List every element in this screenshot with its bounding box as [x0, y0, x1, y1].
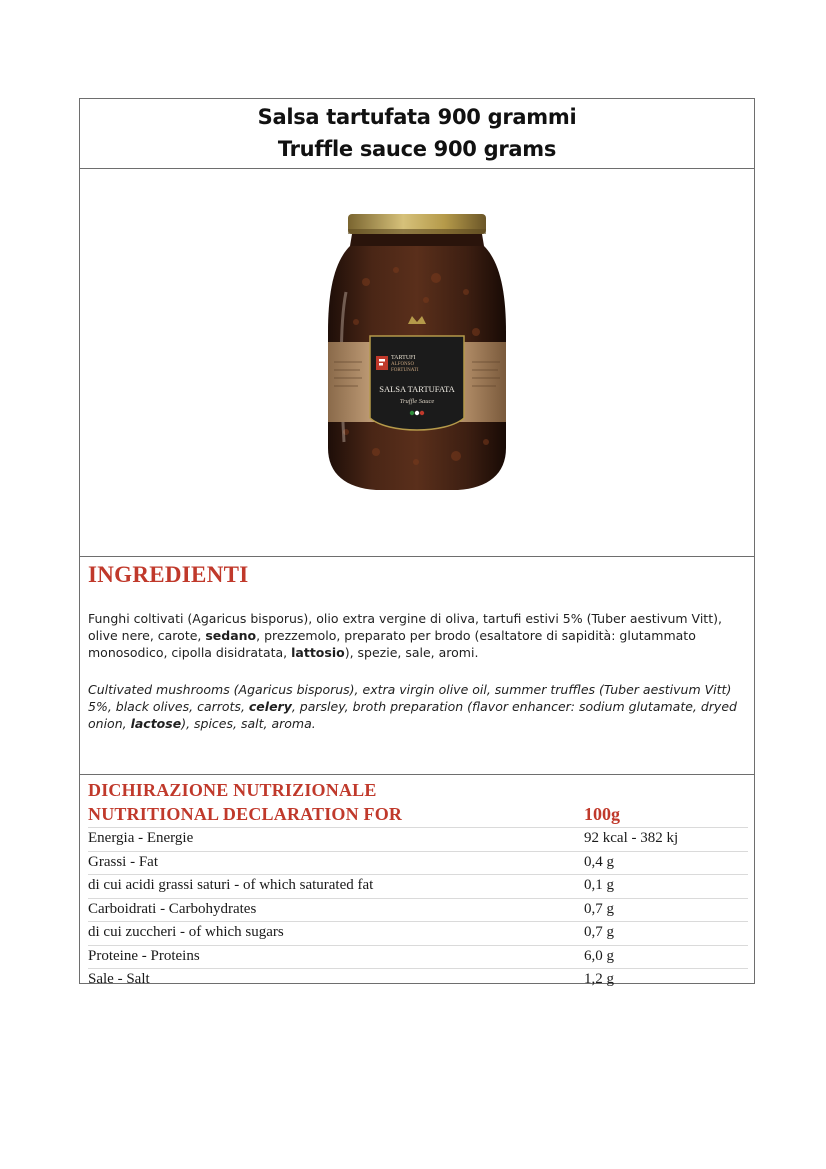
allergen-lattosio: lattosio [291, 645, 345, 660]
title-italian: Salsa tartufata 900 grammi [257, 105, 577, 129]
nutrient-label: Grassi - Fat [88, 853, 158, 870]
product-image-section [80, 168, 754, 557]
nutrient-value: 92 kcal - 382 kj [584, 830, 679, 846]
ingredients-en-text: Cultivated mushrooms (Agaricus bisporus), extra virgin olive oil, summer truffles (Tuber aestivum Vitt) 5%, black olives, carrots, [88, 682, 732, 714]
nutrient-value: 6,0 g [584, 947, 614, 964]
allergen-sedano: sedano [205, 628, 257, 643]
table-row [88, 945, 748, 969]
ingredients-english [88, 681, 738, 732]
nutrient-label: Carboidrati - Carbohydrates [88, 900, 257, 917]
ingredients-en-text: ), spices, salt, aroma. [181, 716, 316, 731]
table-row [88, 921, 748, 945]
ingredients-it-text: Funghi coltivati (Agaricus bisporus), olio extra vergine di oliva, tartufi estivi 5% (Tuber aestivum Vitt), olive nere, carote, [88, 611, 722, 643]
table-row [88, 827, 748, 851]
nutrient-label: Energia - Energie [88, 830, 194, 846]
ingredients-heading: INGREDIENTI [88, 562, 249, 587]
product-sheet [79, 98, 755, 987]
ingredients-it-text: , prezzemolo, preparato per brodo (esaltatore di sapidità: glutammato monosodico, cipolla disidratata, [88, 628, 696, 660]
allergen-lactose: lactose [130, 716, 182, 731]
ingredients-section [80, 556, 754, 775]
allergen-celery: celery [248, 699, 292, 714]
ingredients-en-text: , parsley, broth preparation (flavor enhancer: sodium glutamate, dryed onion, [88, 699, 737, 731]
nutrient-value: 0,7 g [584, 900, 614, 917]
nutrient-value: 0,4 g [584, 853, 614, 870]
title-section [80, 99, 754, 169]
italian-flag-icon [410, 411, 424, 415]
nutrition-section [80, 774, 754, 985]
jar-product-english: Truffle Sauce [399, 398, 435, 405]
ingredients-it-text: ), spezie, sale, aromi. [344, 645, 479, 660]
nutrition-per-amount: 100g [584, 804, 620, 824]
nutrient-label: Proteine - Proteins [88, 947, 200, 964]
brand-name-line2: ALFONSO [391, 362, 415, 367]
brand-name-line1: TARTUFI [391, 355, 416, 361]
brand-name-line3: FORTUNATI [391, 368, 419, 373]
jar-product-italian: SALSA TARTUFATA [379, 384, 455, 394]
ingredients-italian [88, 610, 738, 661]
brand-logo-icon [376, 356, 388, 370]
truffle-jar-icon [326, 212, 508, 494]
nutrition-table [88, 827, 748, 992]
table-row [88, 874, 748, 898]
table-row [88, 968, 748, 992]
title-english: Truffle sauce 900 grams [277, 137, 557, 161]
nutrient-value: 1,2 g [584, 971, 614, 987]
nutrient-value: 0,7 g [584, 924, 614, 940]
table-row [88, 851, 748, 875]
nutrition-heading-italian: DICHIRAZIONE NUTRIZIONALE [88, 780, 377, 800]
nutrient-label: Sale - Salt [88, 971, 150, 987]
nutrient-label: di cui zuccheri - of which sugars [88, 924, 284, 940]
nutrient-label: di cui acidi grassi saturi - of which saturated fat [88, 877, 374, 893]
table-row [88, 898, 748, 922]
nutrition-heading-english: NUTRITIONAL DECLARATION FOR [88, 804, 403, 824]
nutrient-value: 0,1 g [584, 877, 614, 893]
